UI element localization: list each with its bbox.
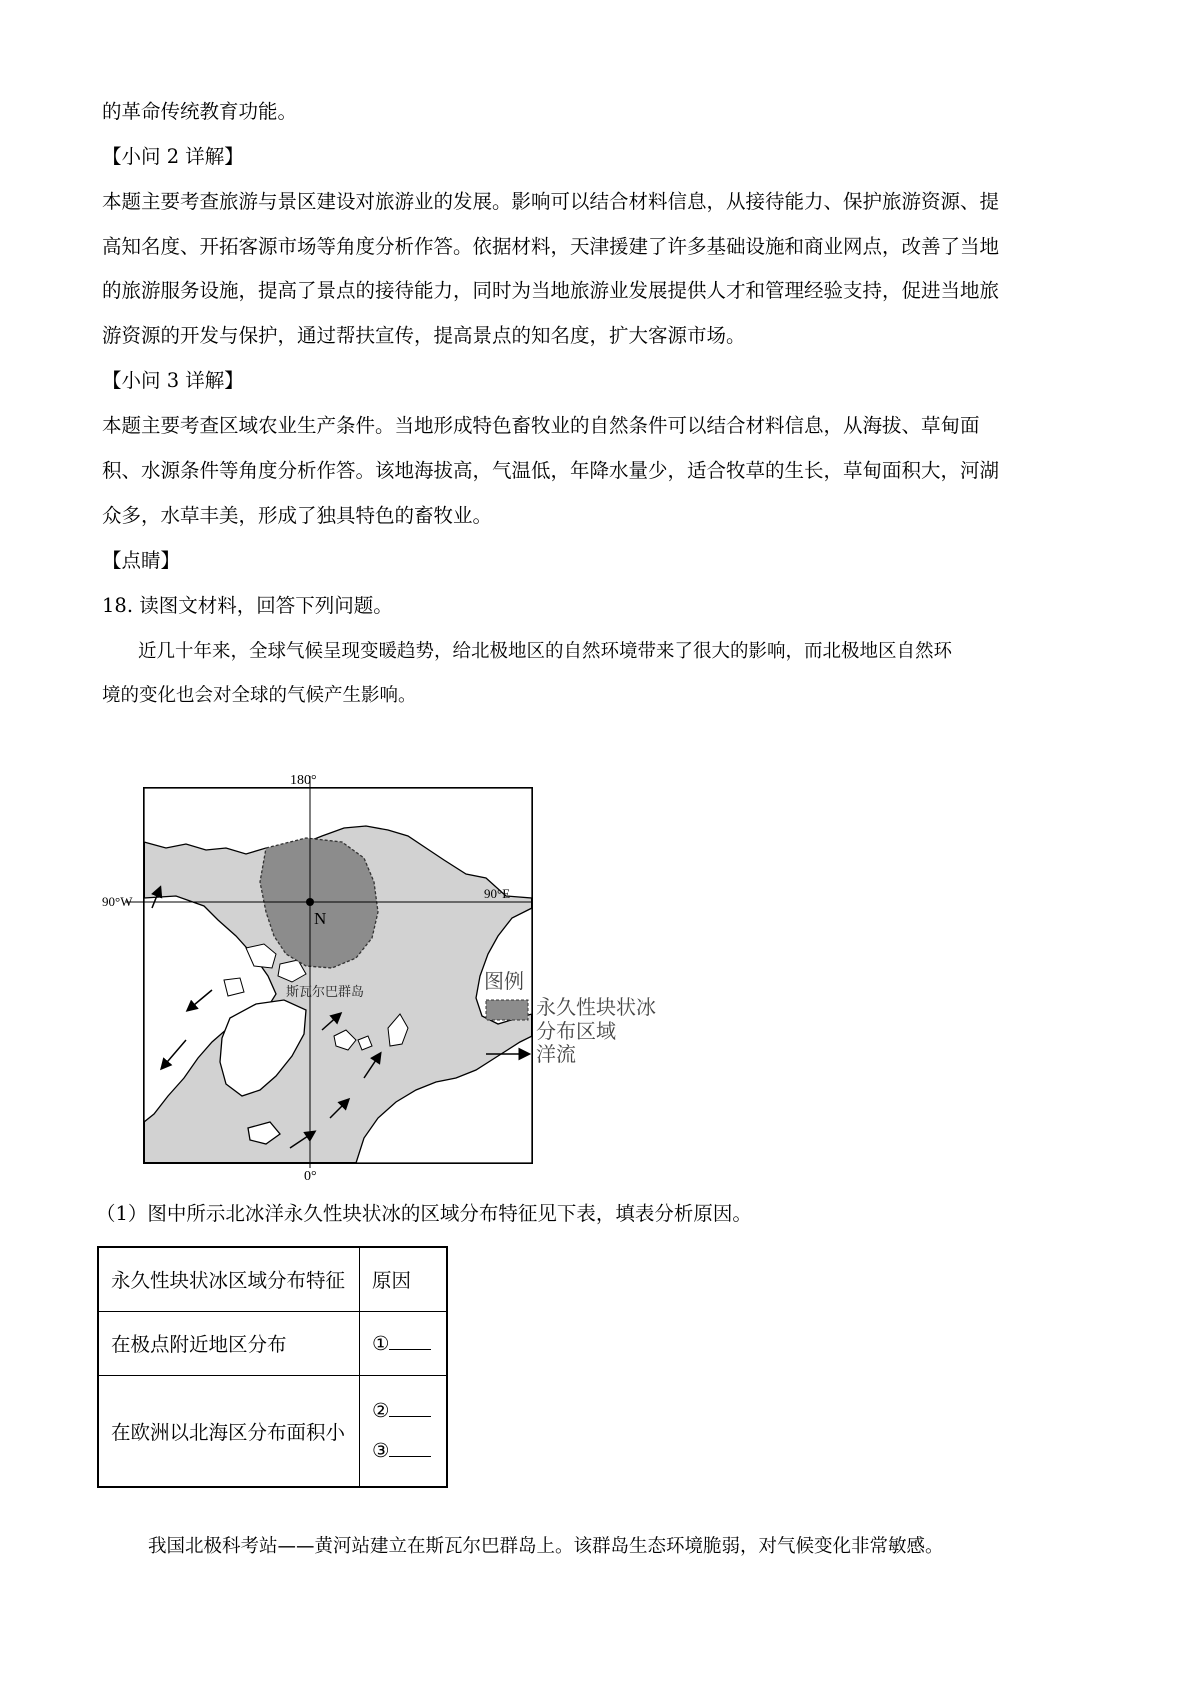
answer-blank-3: ③	[372, 1438, 390, 1462]
paragraph-line: 积、水源条件等角度分析作答。该地海拔高，气温低，年降水量少，适合牧草的生长，草甸面积大，河湖	[102, 459, 1000, 482]
question-18-title: 18. 读图文材料，回答下列问题。	[102, 594, 393, 617]
label-180: 180°	[290, 773, 317, 788]
label-svalbard: 斯瓦尔巴群岛	[286, 985, 365, 1000]
table-cell-feature: 在欧洲以北海区分布面积小	[98, 1375, 360, 1487]
answer-blank-1[interactable]: ①	[360, 1311, 448, 1375]
sub-question-2-heading: 【小问 2 详解】	[102, 145, 244, 168]
north-pole-dot	[306, 898, 314, 906]
material-paragraph: 境的变化也会对全球的气候产生影响。	[102, 685, 417, 706]
paragraph-line: 的革命传统教育功能。	[102, 100, 298, 123]
label-90w: 90°W	[102, 894, 133, 909]
label-0: 0°	[304, 1169, 317, 1184]
legend-current-label: 洋流	[536, 1042, 576, 1066]
label-n: N	[314, 909, 327, 928]
table-header-feature: 永久性块状冰区域分布特征	[98, 1247, 360, 1311]
paragraph-line: 本题主要考查旅游与景区建设对旅游业的发展。影响可以结合材料信息，从接待能力、保护旅游资源、提	[102, 190, 1000, 213]
material-paragraph: 近几十年来，全球气候呈现变暖趋势，给北极地区的自然环境带来了很大的影响，而北极地区自然环	[138, 641, 953, 662]
question-1: （1）图中所示北冰洋永久性块状冰的区域分布特征见下表，填表分析原因。	[96, 1202, 752, 1225]
paragraph-line: 游资源的开发与保护，通过帮扶宣传，提高景点的知名度，扩大客源市场。	[102, 324, 746, 347]
answer-blank-2-3[interactable]	[360, 1375, 448, 1487]
legend-title: 图例	[484, 969, 524, 993]
paragraph-line: 本题主要考查区域农业生产条件。当地形成特色畜牧业的自然条件可以结合材料信息，从海拔、草甸面	[102, 414, 980, 437]
key-point-heading: 【点睛】	[102, 549, 181, 572]
table-cell-feature: 在极点附近地区分布	[98, 1311, 360, 1375]
table-header-reason: 原因	[360, 1247, 448, 1311]
material-paragraph-2: 我国北极科考站——黄河站建立在斯瓦尔巴群岛上。该群岛生态环境脆弱，对气候变化非常敏感。	[148, 1536, 944, 1557]
arctic-map	[102, 773, 726, 1203]
legend-ice-label: 永久性块状冰	[536, 995, 656, 1019]
paragraph-line: 高知名度、开拓客源市场等角度分析作答。依据材料，天津援建了许多基础设施和商业网点，改善了当地	[102, 235, 1000, 258]
answer-table	[97, 1246, 448, 1488]
legend-ice-label-2: 分布区域	[536, 1019, 616, 1043]
sub-question-3-heading: 【小问 3 详解】	[102, 369, 244, 392]
paragraph-line: 的旅游服务设施，提高了景点的接待能力，同时为当地旅游业发展提供人才和管理经验支持，促进当地旅	[102, 279, 1000, 302]
paragraph-line: 众多，水草丰美，形成了独具特色的畜牧业。	[102, 504, 493, 527]
answer-blank-2: ②	[372, 1398, 390, 1422]
legend-ice-swatch	[486, 1000, 528, 1020]
label-90e: 90°E	[484, 886, 511, 901]
